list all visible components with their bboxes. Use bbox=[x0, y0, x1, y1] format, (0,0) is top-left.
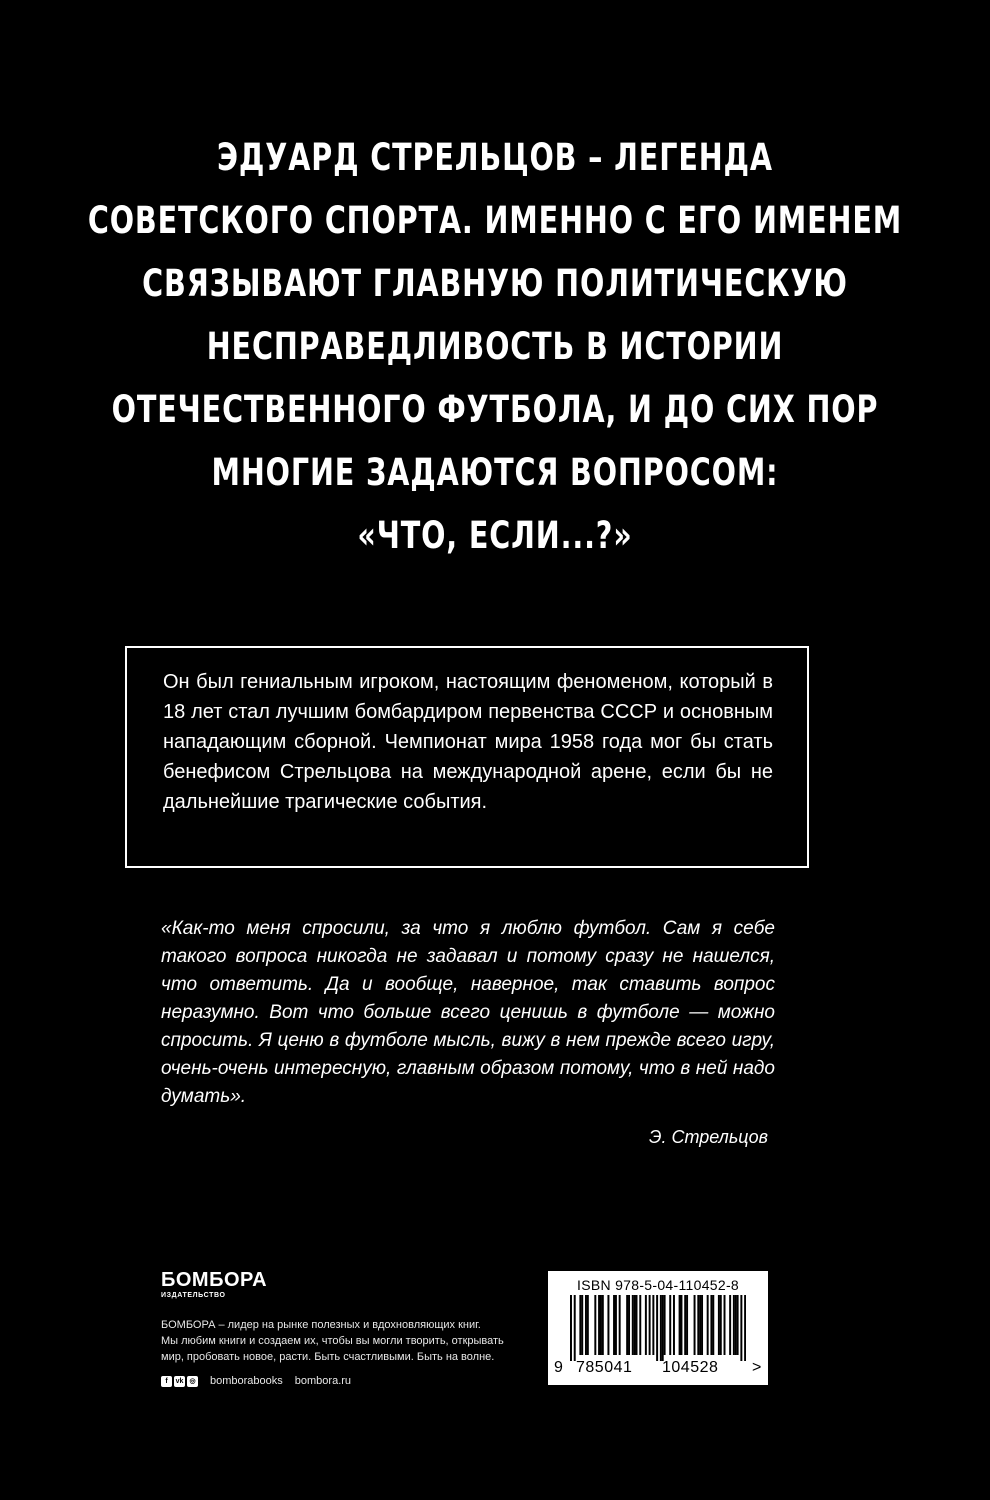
barcode-bar bbox=[694, 1295, 696, 1355]
barcode-bar bbox=[733, 1295, 735, 1355]
publisher-logo: БОМБОРА bbox=[161, 1269, 268, 1291]
barcode-bar bbox=[639, 1295, 641, 1355]
barcode-bars bbox=[570, 1295, 746, 1361]
headline-line: ОТЕЧЕСТВЕННОГО ФУТБОЛА, И ДО СИХ ПОР bbox=[111, 388, 879, 431]
barcode-bar bbox=[636, 1295, 638, 1355]
barcode-bar bbox=[652, 1295, 654, 1355]
facebook-icon: f bbox=[161, 1376, 172, 1387]
barcode-bar bbox=[607, 1295, 609, 1355]
barcode-digits-right: 104528 bbox=[662, 1359, 719, 1376]
publisher-tagline bbox=[161, 1317, 521, 1365]
barcode-bar bbox=[600, 1295, 602, 1355]
headline-line: МНОГИЕ ЗАДАЮТСЯ ВОПРОСОМ: bbox=[211, 451, 779, 494]
barcode-bar bbox=[613, 1295, 615, 1355]
barcode-bar bbox=[585, 1295, 587, 1355]
barcode-bar bbox=[710, 1295, 712, 1355]
headline-line: НЕСПРАВЕДЛИВОСТЬ В ИСТОРИИ bbox=[206, 325, 784, 368]
barcode-bar bbox=[699, 1295, 701, 1355]
headline bbox=[69, 126, 920, 567]
barcode-bar bbox=[744, 1295, 746, 1361]
description-box bbox=[125, 646, 809, 868]
barcode-bar bbox=[660, 1295, 662, 1361]
barcode-bar bbox=[634, 1295, 636, 1355]
barcode-bar bbox=[735, 1295, 737, 1355]
barcode-bar bbox=[602, 1295, 604, 1355]
barcode-bar bbox=[680, 1295, 682, 1355]
barcode-bar bbox=[649, 1295, 651, 1355]
quote-author: Э. Стрельцов bbox=[648, 1127, 768, 1147]
isbn-label: ISBN 978-5-04-110452-8 bbox=[577, 1277, 739, 1293]
headline-line: ЭДУАРД СТРЕЛЬЦОВ – ЛЕГЕНДА bbox=[217, 136, 773, 179]
barcode-bar bbox=[628, 1295, 630, 1355]
social-row bbox=[161, 1375, 521, 1387]
barcode-bar bbox=[626, 1295, 628, 1355]
barcode-end-mark: > bbox=[752, 1359, 762, 1376]
headline-line: «ЧТО, ЕСЛИ...?» bbox=[357, 514, 633, 557]
barcode-bar bbox=[740, 1295, 742, 1361]
social-icons bbox=[161, 1376, 198, 1387]
barcode-bar bbox=[718, 1295, 720, 1355]
barcode-bar bbox=[587, 1295, 589, 1355]
headline-line: СОВЕТСКОГО СПОРТА. ИМЕННО С ЕГО ИМЕНЕМ bbox=[87, 199, 903, 242]
barcode-bar bbox=[686, 1295, 688, 1355]
barcode-bar bbox=[712, 1295, 714, 1355]
barcode-bar bbox=[720, 1295, 722, 1355]
publisher-subtitle: ИЗДАТЕЛЬСТВО bbox=[161, 1292, 226, 1299]
barcode-bar bbox=[701, 1295, 703, 1355]
description-text: Он был гениальным игроком, настоящим феноменом, который в 18 лет стал лучшим бомбардиром первенства СССР и основным нападающим сборной. Чемпионат мира 1958 года мог бы стать бенефисом Стрельцова на международной арене, если бы не дальнейшие трагические события. bbox=[163, 671, 773, 813]
barcode-bar bbox=[581, 1295, 583, 1355]
barcode-bar bbox=[684, 1295, 686, 1355]
quote-text: «Как-то меня спросили, за что я люблю футбол. Сам я себе такого вопроса никогда не задавал и потому сразу не нашелся, что ответить. Да и вообще, наверное, так ставить вопрос неразумно. Вот что больше всего ценишь в футболе — можно спросить. Я ценю в футболе мысль, вижу в нем прежде всего игру, очень-очень интересную, главным образом потому, что в ней надо думать». bbox=[161, 918, 775, 1107]
barcode-bar bbox=[615, 1295, 617, 1355]
tagline-line: Мы любим книги и создаем их, чтобы вы могли творить, открывать bbox=[161, 1335, 504, 1347]
barcode-bar bbox=[679, 1295, 681, 1355]
barcode-bar bbox=[729, 1295, 731, 1355]
barcode-bar bbox=[594, 1295, 596, 1355]
barcode-bar bbox=[669, 1295, 671, 1355]
social-handle: bomborabooks bbox=[210, 1375, 283, 1387]
barcode-digits-left: 785041 bbox=[576, 1359, 633, 1376]
barcode-panel bbox=[548, 1271, 768, 1385]
headline-line: СВЯЗЫВАЮТ ГЛАВНУЮ ПОЛИТИЧЕСКУЮ bbox=[142, 262, 848, 305]
barcode-bar bbox=[664, 1295, 666, 1355]
website: bombora.ru bbox=[294, 1375, 352, 1387]
barcode-bar bbox=[707, 1295, 709, 1355]
vk-icon: vk bbox=[175, 1377, 184, 1385]
instagram-icon: ◎ bbox=[187, 1376, 198, 1387]
barcode-bar bbox=[662, 1295, 664, 1361]
tagline-line: БОМБОРА – лидер на рынке полезных и вдохновляющих книг. bbox=[161, 1319, 481, 1331]
barcode-bar bbox=[598, 1295, 600, 1355]
barcode-bar bbox=[673, 1295, 675, 1355]
barcode-bar bbox=[724, 1295, 726, 1355]
barcode-bar bbox=[645, 1295, 647, 1355]
tagline-line: мир, пробовать новое, расти. Быть счастливыми. Быть на волне. bbox=[161, 1351, 495, 1363]
publisher-block bbox=[161, 1270, 521, 1387]
barcode-bar bbox=[619, 1295, 621, 1355]
barcode-bar bbox=[656, 1295, 658, 1361]
barcode-bar bbox=[632, 1295, 634, 1355]
barcode-bar bbox=[574, 1295, 576, 1361]
barcode-digit-first: 9 bbox=[554, 1359, 564, 1376]
barcode-bar bbox=[579, 1295, 581, 1355]
barcode-bar bbox=[570, 1295, 572, 1361]
barcode-bar bbox=[697, 1295, 699, 1355]
barcode-bar bbox=[737, 1295, 739, 1355]
